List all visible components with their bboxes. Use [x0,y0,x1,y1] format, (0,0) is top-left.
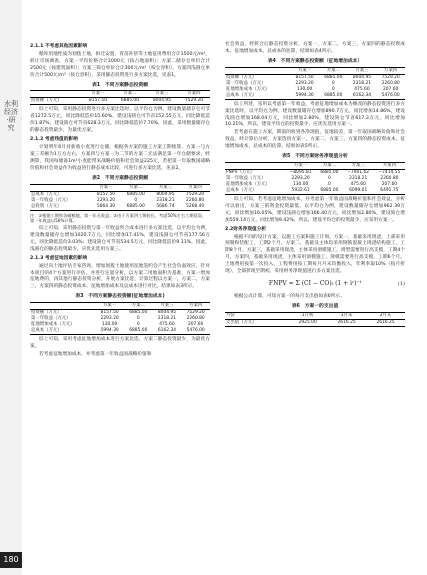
table-cell: 5932.61 [285,188,316,195]
paragraph: 根据不同的设计方案，以施工方案和施工计划。方案一，基础采用现浇，上部采用预制和装配工，工期2个月，方案二，基础及主体均采用钢筋混凝土现浇结构施工，工期8个月，方案三，基础采用现浇，主体采用滑模施工，滑型需要进行高支模，工期4个月，方案四，基础采用现浇，主体采用滑模施工，滑模需要进行高支模，工期6个月。土地费用按第一次投入，工程费用按工期每月月末均衡投入，年利率取10%（按月折现），全部折现至期初。采用财务净现值进行多方案比选。 [225,234,405,275]
table-cell: 5476.00 [181,328,210,335]
table-cell: 2260.80 [186,197,205,203]
table-cell: 2293.20 [96,197,116,203]
table-header: 方案二 [316,162,342,169]
table-header: 方案三 [153,303,182,310]
table-cell: 投资额（万元） [30,98,82,105]
table-2-caption: 表2 不同方案静态投资额 [91,175,149,181]
table-cell: 5686.74 [151,204,181,211]
table-cell: 8157.50 [96,191,116,197]
table-cell: 2260.80 [380,175,399,181]
table-cell: −7941.62 [347,169,370,175]
paragraph: 综上可知，采用静态投资进行多方案比选时，以平均仓为例，建设数量储存仓可节省1272.5万元，同比降低造价15.60%，建设浅圆仓可节省152.55万元，同比降低造价1.87%，建设简仓可节省628.3万元，同比降低造价7.70%，因此，采用数量储存仓的静态投资最少，为最优方案。 [30,107,210,134]
formula-number: (1) [397,280,405,287]
table-header: 2月末 [366,312,405,319]
table-header: 1月末 [327,312,366,319]
table-header: 方案一 [91,184,121,191]
table-cell: 7529.20 [381,74,400,80]
paragraph: 通过向土地评估专家咨询，增加划拨土地使用征地签约会产生社会负面效应，针对本项目的4个方案进行评估，并进行定量分析，以方案二用地面积为基准，方案一增加征地费的，再其他行静态投资分析，开展方案比选，计算过程以方案一，方案二，方案三，方案四的静态投资成本、征地增加成本及总成本进行对比，结果如表3所示。 [30,263,210,290]
table-cell: 475.60 [159,322,175,328]
table-header [30,184,91,191]
table-cell: 6885.00 [124,328,153,335]
table-cell: 2260.80 [186,316,205,322]
table-4 [225,67,405,100]
table-cell: 2260.80 [381,80,400,86]
table-header: 方案三 [348,67,377,74]
table-cell: 0 [328,181,331,187]
paragraph: 根据公式计算，可知方案一的每月支出值如表6所示。 [234,293,345,299]
table-cell: 征地增加成本（万元） [226,181,270,187]
right-column [225,42,405,329]
table-cell: 5268.40 [180,204,210,211]
paragraph: 综上可知，采用静态投资与第一年收益所合成本进行多方案比选，以平均仓为例，建设数量储存仓增加1020.7万元，同比增加17.41%，建设浅圆仓可节省177.56万元，同比降低造价3.03%；建设简仓可节省534.5万元，同比降低造价9.11%。因此，浅圆仓的静态投资最少，应优先选用方案三。 [30,226,210,252]
table-cell: 6885.00 [324,74,343,80]
table-row [225,188,405,195]
table-header: 方案三 [151,184,181,191]
table-cell: 支出值（万元） [225,319,288,326]
table-row [30,204,210,211]
table-cell: 6885.00 [114,98,146,105]
table-cell: 6162.34 [153,328,182,335]
table-2-note: 注：①根据工期和各储粮地，第一年无收益；②由于方案四工期较长，考虑50%左右工期延误，第一年收益以50%计算。 [30,212,206,224]
section-heading-2-1-1: 2.1.1 不考虑其他因素影响 [30,44,88,49]
fnpv-formula [225,281,405,288]
paragraph: 计划明年6月对新收小麦进行仓储，根据各方案的施工方案工期推算，方案一与方案三差额为1万方左右，方案四与方案一为二节的方案二无法满足第一年仓储要求，经测算，我国每储备1m³小麦能带来战略价值和社会效益225元，若把第一年取数国战略价值和社会效益作为收益进行静态成本比较，可进行多方案比选，见表2。 [30,144,210,171]
table-header: 方案一 [290,67,319,74]
table-cell: 2318.21 [349,175,368,181]
table-cell: 2318.21 [157,316,177,322]
table-6-caption: 表6 方案一的支出值 [291,303,339,309]
table-cell: 征地增加成本（万元） [226,86,270,92]
section-heading-2-1-3: 2.1.3 考虑征地因素的影响 [30,255,88,261]
table-cell: 8004.95 [157,310,177,316]
table-header: 方案四 [374,162,405,169]
table-cell: 6885.00 [121,204,151,211]
table-cell: 2318.21 [352,80,372,86]
section-heading-2-1-2: 2.1.2 考虑残值的影响 [30,137,78,143]
paragraph: 综上所述，采用以考虑第一年收益，考虑征地增加成本为修改的静态投资进行多方案比选时，以平均仓为例，建设数量储存仓增加890.7万元，同比增加14.86%，建设浅圆仓增加168.04万元，同比增加2.80%，建设简仓节省617.3万元，同比增加10.21%，所以，建设平均仓的投资最少，应优先选用方案一。 [225,101,405,128]
table-5 [225,162,405,195]
formula-expression: FNPV = Σ (CI − CO)ₜ (1 + iᶜ)⁻ᵗ [268,279,362,287]
table-cell: 投资额（万元） [226,74,257,80]
table-header: 方案二 [114,91,146,98]
table-cell: 总投资（万元） [30,204,91,211]
paragraph: 综上可知，若考虑征地增加成本，并考虑第一年收益国战略价值和社会效益，分析可以看出，方案三的资金投资最低，以平均仓为例，建设数量储存仓增加962.39万元，同比增加16.05%，建设浅圆仓增加166.40万元，同比增加2.80%，建设简仓增加559.14万元，同比增加9.42%，所以，建设平均仓的投资最少，应采用方案一。 [225,196,405,223]
table-cell: −7414.55 [378,169,401,175]
table-cell: 5994.30 [95,328,124,335]
paragraph: 综上可知，采用考虑征地增加成本进行方案比选，方案二静态投资最少，为最优方案。 [30,337,210,350]
table-cell: 0 [328,175,331,181]
table-cell: 7529.20 [178,98,210,105]
table-header: 1月初 [288,312,327,319]
table-cell: 2616.25 [327,319,366,326]
table-header [30,303,95,310]
table-cell: 0 [134,197,138,203]
table-cell: 第一年收益（万元） [226,175,266,181]
paragraph: 若考虑征地增加成本，并考虑第一年收益国战略价值和 [39,351,152,357]
table-cell: 475.60 [354,86,370,92]
table-cell: 6162.34 [348,93,377,100]
table-header: 方案二 [121,184,151,191]
journal-sidebar [0,0,22,575]
table-cell: 总成本（万元） [225,188,285,195]
table-6 [225,312,405,327]
table-cell: 0 [136,316,140,322]
table-row [225,319,405,326]
section-heading-2-2: 2.2财务净现值分析 [225,226,267,232]
table-1 [30,90,210,105]
table-cell: 2293.20 [295,80,314,86]
table-3 [30,302,210,335]
table-cell: 总成本（万元） [30,328,95,335]
table-row [225,93,405,100]
table-cell: FNPV（万元） [226,169,256,175]
table-header: 方案四 [376,67,405,74]
table-cell: 6885.00 [319,93,348,100]
table-cell: 6885.00 [126,191,145,197]
table-header: 方案三 [146,91,178,98]
table-header: 方案一 [82,91,114,98]
table-cell: 5476.00 [376,93,405,100]
table-header: 方案四 [180,184,210,191]
table-row [30,328,210,335]
table-cell: 8157.50 [295,74,314,80]
table-cell: 207.60 [187,322,204,328]
table-cell: 8157.50 [82,98,114,105]
table-cell: 6885.00 [129,310,148,316]
table-cell: 第一年收益（万元） [31,316,71,322]
table-cell: 2616.25 [366,319,405,326]
table-cell: 总成本（万元） [31,191,62,197]
table-1-caption: 表1 不同方案静态投资额 [91,82,149,88]
table-cell: 投资额（万元） [31,310,62,316]
table-2 [30,184,210,211]
table-header: 方案二 [124,303,153,310]
table-cell: 130.00 [101,322,118,328]
table-cell: 2925.00 [288,319,327,326]
table-cell: 征地增加成本（万元） [31,322,75,328]
table-cell: 2293.20 [291,175,310,181]
table-header: 方案三 [343,162,374,169]
paragraph: 社会效益，经折合后静态投资分析，方案一，方案二，方案三，方案四的静态投资成本，征地增加成本，总成本的估算，结果如表4所示。 [225,42,405,54]
table-cell: 0 [136,322,140,328]
table-header [30,91,82,98]
table-cell: 总成本（万元） [225,93,290,100]
table-header: 方案四 [178,91,210,98]
table-header [225,67,290,74]
table-cell: 8004.95 [146,98,178,105]
table-header [225,162,285,169]
journal-section-label: 水利经济·研究 [4,100,18,132]
table-cell: 第一年收益（万元） [226,80,266,86]
table-cell: 第一年收益（万元） [31,197,71,203]
table-cell: 7529.20 [186,191,205,197]
paragraph: 粮库用地性质为划拨土地，拆迁安置、青苗补偿等土地征用费用合计1500元/m²，转让市场调查，方案一平均价格合计2000元（按占地面积）；方案二储存仓单价合计2500元（按建筑面积）；方案三简仓单价合计300元/m²（按仓容积），方案四浅圆仓单价合计500元/m³（按仓容积），采用静态投资进行多方案比选，见表1。 [30,51,210,78]
table-row [30,98,210,105]
table-cell: 2293.20 [100,316,119,322]
table-cell: 6491.75 [374,188,405,195]
table-cell: 5994.30 [290,93,319,100]
table-cell: 2318.21 [156,197,175,203]
table-cell: 8157.50 [100,310,119,316]
table-header: 方案一 [95,303,124,310]
left-column [30,42,210,360]
table-cell: 6885.00 [316,188,342,195]
table-cell: 130.00 [292,181,309,187]
table-header: 方案二 [319,67,348,74]
table-4-caption: 表4 不同方案静态投资额（征地增加成本） [267,58,363,64]
table-5-caption: 表5 不同方案财务净现值分析 [282,154,348,160]
table-cell: 8004.95 [352,74,372,80]
table-cell: 6099.01 [343,188,374,195]
table-cell: −8095.81 [289,169,312,175]
table-cell: 7529.20 [186,310,205,316]
table-header: 月份 [225,312,288,319]
table-cell: 0 [331,80,335,86]
table-cell: 0 [331,86,335,92]
table-cell: 5864.30 [91,204,121,211]
table-3-caption: 表3 不同方案静态投资额(征地增加成本) [75,294,165,300]
table-cell: 130.00 [296,86,313,92]
table-cell: 8004.95 [156,191,175,197]
table-header: 方案一 [285,162,316,169]
table-cell: 6885.00 [320,169,339,175]
page-number: 180 [0,552,22,568]
table-cell: 207.60 [381,181,398,187]
table-cell: 475.60 [350,181,366,187]
table-cell: 207.60 [382,86,399,92]
table-header: 方案四 [181,303,210,310]
paragraph: 若考虑在施工方案，期前的收到各净现值，征地较差，第一年取国战略价值和社会效益，经计算后分析，方案选用方案一，方案二，方案三，方案四的静态投资成本，征地增加成本，总成本的估算，结果如表5所示。 [225,130,405,150]
